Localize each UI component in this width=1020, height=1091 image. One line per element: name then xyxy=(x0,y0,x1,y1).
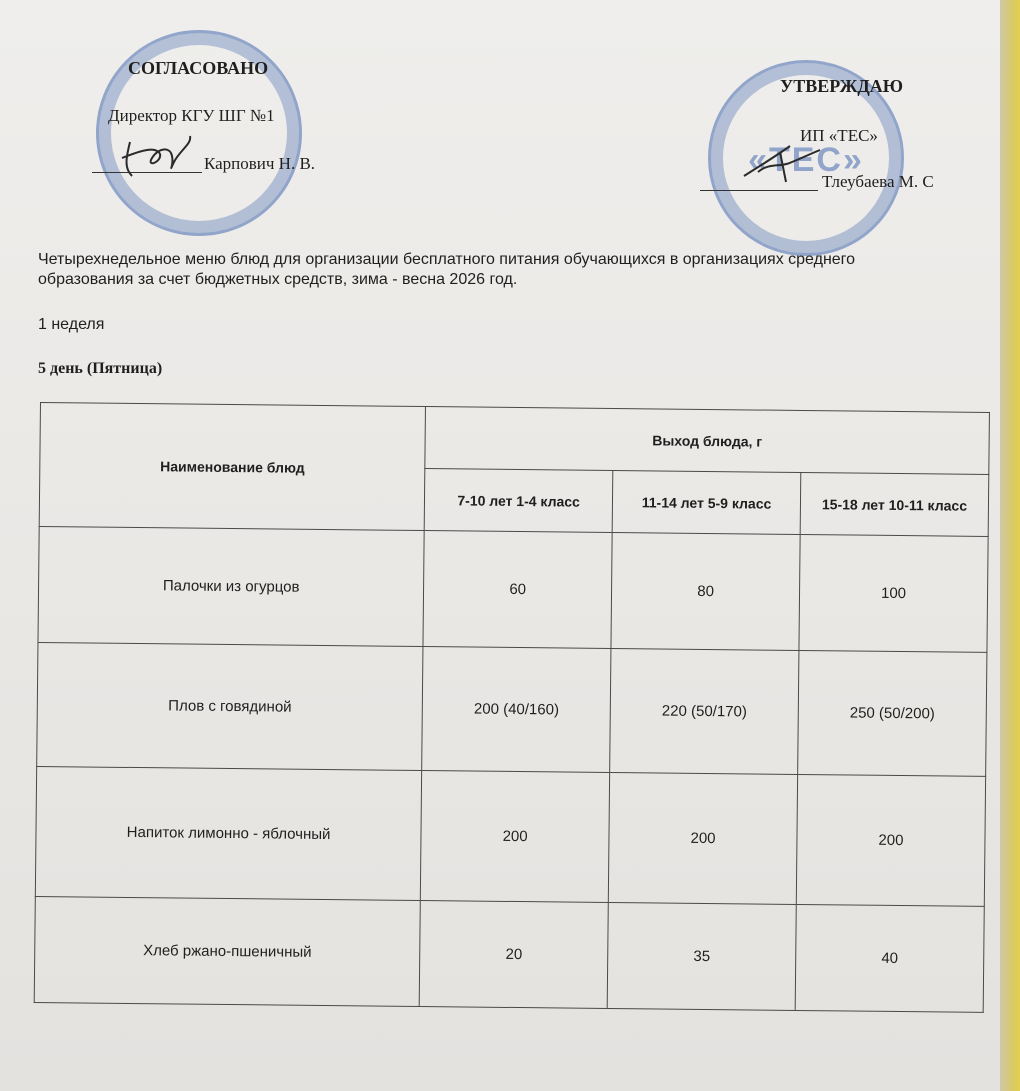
output-header: Выход блюда, г xyxy=(425,407,989,475)
week-label: 1 неделя xyxy=(38,316,105,333)
table-header-row xyxy=(40,403,990,475)
table-row xyxy=(34,896,984,1012)
title-line-2: образования за счет бюджетных средств, зима - весна 2026 год. xyxy=(38,271,518,288)
portion-value: 80 xyxy=(611,533,800,651)
approval-right-heading: УТВЕРЖДАЮ xyxy=(780,76,904,96)
portion-value: 35 xyxy=(607,902,796,1010)
portion-value: 200 (40/160) xyxy=(422,647,611,773)
approval-right-organization: ИП «ТЕС» xyxy=(800,126,878,145)
signature-left xyxy=(112,128,212,188)
portion-value: 40 xyxy=(795,904,984,1012)
portion-value: 220 (50/170) xyxy=(610,648,799,774)
age-header: 7-10 лет 1-4 класс xyxy=(424,469,613,533)
approval-left-position: Директор КГУ ШГ №1 xyxy=(108,106,275,125)
portion-value: 200 xyxy=(796,774,985,906)
approval-right-signer: Тлеубаева М. С xyxy=(822,172,934,191)
document-title xyxy=(38,250,968,290)
dish-name: Напиток лимонно - яблочный xyxy=(35,766,422,900)
dish-name-header: Наименование блюд xyxy=(39,403,425,531)
day-label: 5 день (Пятница) xyxy=(38,360,163,377)
seal-right-text: «ТЕС» xyxy=(748,141,864,179)
portion-value: 250 (50/200) xyxy=(798,650,987,776)
portion-value: 200 xyxy=(421,771,610,903)
portion-value: 100 xyxy=(799,534,988,652)
portion-value: 20 xyxy=(419,901,608,1009)
age-header: 11-14 лет 5-9 класс xyxy=(612,471,801,535)
dish-name: Палочки из огурцов xyxy=(38,526,424,646)
approval-left-signer: Карпович Н. В. xyxy=(204,154,316,173)
signature-line-left xyxy=(92,172,202,173)
table-row xyxy=(37,642,987,776)
dish-name: Хлеб ржано-пшеничный xyxy=(34,896,420,1006)
table-row xyxy=(38,526,988,652)
signature-right xyxy=(740,132,830,192)
table-row xyxy=(35,766,985,906)
dish-name: Плов с говядиной xyxy=(37,642,423,770)
portion-value: 60 xyxy=(423,531,612,649)
menu-table xyxy=(34,402,990,1013)
age-header: 15-18 лет 10-11 класс xyxy=(800,472,989,536)
background-edge xyxy=(1000,0,1020,1091)
portion-value: 200 xyxy=(608,772,797,904)
approval-left-heading: СОГЛАСОВАНО xyxy=(128,58,269,78)
title-line-1: Четырехнедельное меню блюд для организации бесплатного питания обучающихся в организациях среднего xyxy=(38,251,856,268)
signature-line-right xyxy=(700,190,818,191)
